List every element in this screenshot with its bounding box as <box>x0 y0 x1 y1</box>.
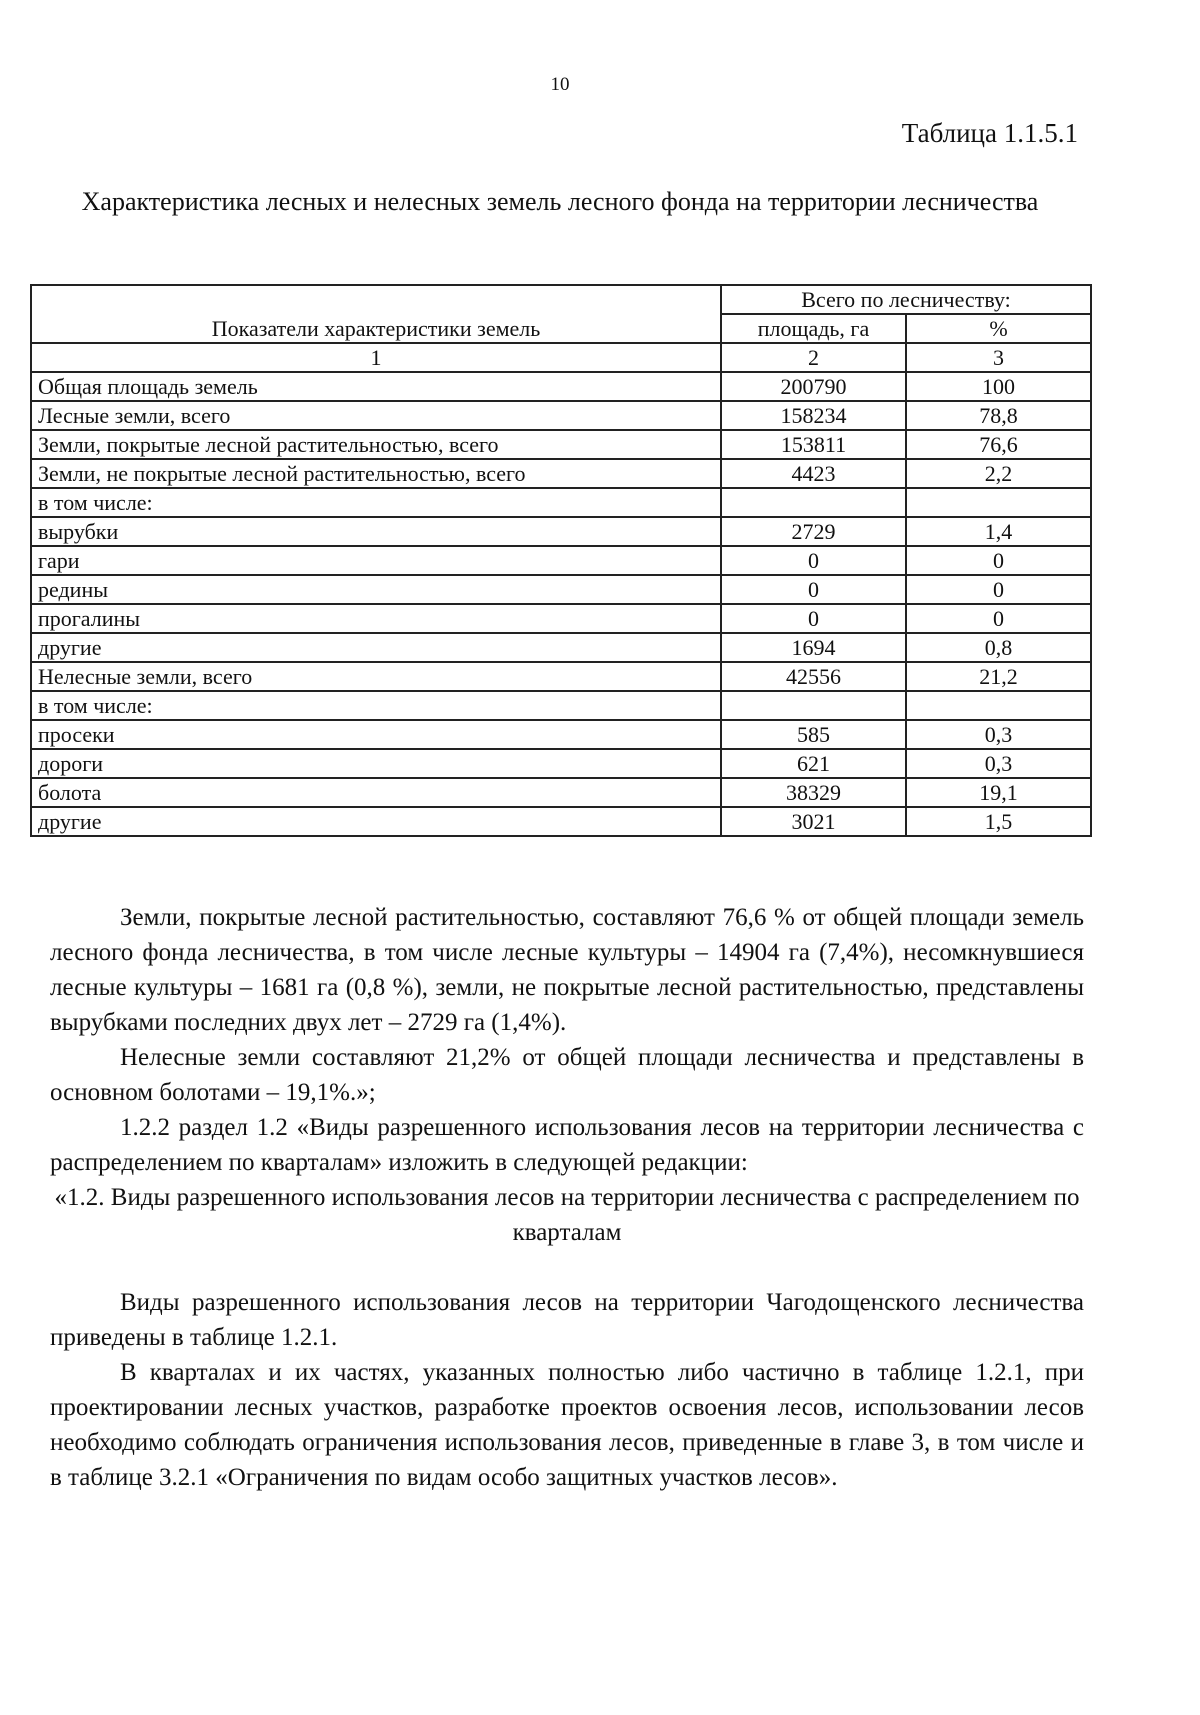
column-number: 3 <box>906 343 1091 372</box>
row-percent: 0,3 <box>906 749 1091 778</box>
page-number: 10 <box>550 74 570 95</box>
row-label: болота <box>31 778 721 807</box>
row-area: 158234 <box>721 401 906 430</box>
header-percent: % <box>906 314 1091 343</box>
table-row <box>31 691 1091 720</box>
section-heading: «1.2. Виды разрешенного использования лесов на территории лесничества с распределением по кварталам <box>54 1184 1080 1246</box>
header-indicator: Показатели характеристики земель <box>31 285 721 343</box>
row-label: в том числе: <box>31 691 721 720</box>
row-area: 621 <box>721 749 906 778</box>
row-percent: 0 <box>906 575 1091 604</box>
column-number: 2 <box>721 343 906 372</box>
row-percent <box>906 488 1091 517</box>
row-percent: 0 <box>906 546 1091 575</box>
table-title: Характеристика лесных и нелесных земель лесного фонда на территории лесничества <box>81 187 1039 216</box>
row-area: 585 <box>721 720 906 749</box>
row-percent: 0,8 <box>906 633 1091 662</box>
paragraph: Нелесные земли составляют 21,2% от общей площади лесничества и представлены в основном болотами – 19,1%.»; <box>50 1044 1084 1106</box>
paragraph: Виды разрешенного использования лесов на территории Чагодощенского лесничества приведены в таблице 1.2.1. <box>50 1289 1084 1351</box>
row-label: Общая площадь земель <box>31 372 721 401</box>
table-row <box>31 459 1091 488</box>
row-percent: 1,4 <box>906 517 1091 546</box>
row-label: гари <box>31 546 721 575</box>
table-row <box>31 604 1091 633</box>
table-row <box>31 575 1091 604</box>
row-percent: 21,2 <box>906 662 1091 691</box>
row-area: 1694 <box>721 633 906 662</box>
header-total: Всего по лесничеству: <box>721 285 1091 314</box>
row-percent <box>906 691 1091 720</box>
header-area: площадь, га <box>721 314 906 343</box>
row-area: 42556 <box>721 662 906 691</box>
row-percent: 2,2 <box>906 459 1091 488</box>
row-area: 3021 <box>721 807 906 836</box>
row-label: Земли, не покрытые лесной растительностью, всего <box>31 459 721 488</box>
row-percent: 76,6 <box>906 430 1091 459</box>
row-area: 200790 <box>721 372 906 401</box>
row-label: Земли, покрытые лесной растительностью, всего <box>31 430 721 459</box>
table-row <box>31 488 1091 517</box>
paragraph: 1.2.2 раздел 1.2 «Виды разрешенного использования лесов на территории лесничества с распределением по кварталам» изложить в следующей редакции: <box>50 1114 1084 1176</box>
row-label: вырубки <box>31 517 721 546</box>
spacer <box>50 1250 1084 1285</box>
row-label: другие <box>31 633 721 662</box>
row-area: 2729 <box>721 517 906 546</box>
paragraph: Земли, покрытые лесной растительностью, составляют 76,6 % от общей площади земель лесного фонда лесничества, в том числе лесные культуры – 14904 га (7,4%), несомкнувшиеся лесные культуры – 1681 га (0,8 %), земли, не покрытые лесной растительностью, представлены вырубками последних двух лет – 2729 га (1,4%). <box>50 904 1084 1036</box>
row-percent: 0 <box>906 604 1091 633</box>
column-number: 1 <box>31 343 721 372</box>
row-label: Лесные земли, всего <box>31 401 721 430</box>
land-characteristics-table <box>30 284 1092 837</box>
table-row <box>31 633 1091 662</box>
table-row <box>31 778 1091 807</box>
paragraph: В кварталах и их частях, указанных полностью либо частично в таблице 1.2.1, при проектировании лесных участков, разработке проектов освоения лесов, использовании лесов необходимо соблюдать ограничения использования лесов, приведенные в главе 3, в том числе и в таблице 3.2.1 «Ограничения по видам особо защитных участков лесов». <box>50 1359 1084 1491</box>
row-area: 38329 <box>721 778 906 807</box>
table-row <box>31 517 1091 546</box>
row-area <box>721 691 906 720</box>
row-area: 4423 <box>721 459 906 488</box>
body-text <box>50 900 1084 1495</box>
row-percent: 19,1 <box>906 778 1091 807</box>
row-area: 153811 <box>721 430 906 459</box>
table-row <box>31 401 1091 430</box>
table-row <box>31 807 1091 836</box>
row-label: дороги <box>31 749 721 778</box>
table-row <box>31 662 1091 691</box>
row-label: просеки <box>31 720 721 749</box>
row-percent: 100 <box>906 372 1091 401</box>
row-area: 0 <box>721 546 906 575</box>
row-label: Нелесные земли, всего <box>31 662 721 691</box>
table-row <box>31 546 1091 575</box>
row-label: другие <box>31 807 721 836</box>
row-label: редины <box>31 575 721 604</box>
row-percent: 1,5 <box>906 807 1091 836</box>
row-area: 0 <box>721 604 906 633</box>
table-row <box>31 430 1091 459</box>
table-caption: Таблица 1.1.5.1 <box>901 118 1078 148</box>
row-percent: 0,3 <box>906 720 1091 749</box>
table-row <box>31 749 1091 778</box>
column-number-row <box>31 343 1091 372</box>
row-area: 0 <box>721 575 906 604</box>
table-row <box>31 372 1091 401</box>
row-label: в том числе: <box>31 488 721 517</box>
row-percent: 78,8 <box>906 401 1091 430</box>
header-row-1 <box>31 285 1091 314</box>
row-area <box>721 488 906 517</box>
table-row <box>31 720 1091 749</box>
row-label: прогалины <box>31 604 721 633</box>
